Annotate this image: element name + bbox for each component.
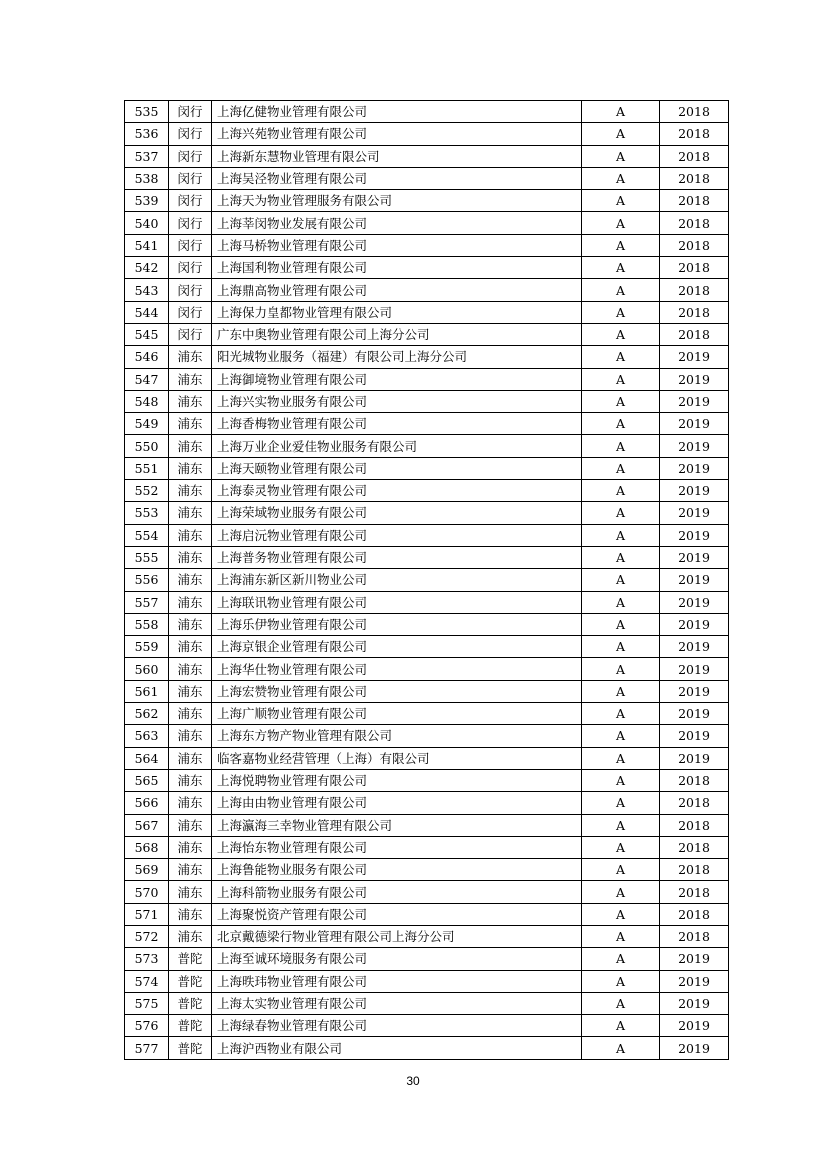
company-name-cell: 上海联讯物业管理有限公司 — [212, 591, 582, 613]
district-cell: 闵行 — [169, 145, 212, 167]
year-cell: 2019 — [660, 992, 729, 1014]
company-name-cell: 上海宏赞物业管理有限公司 — [212, 680, 582, 702]
company-name-cell: 上海普务物业管理有限公司 — [212, 546, 582, 568]
row-number-cell: 546 — [125, 346, 169, 368]
table-row — [125, 725, 729, 747]
table-row — [125, 769, 729, 791]
table-row — [125, 390, 729, 412]
year-cell: 2018 — [660, 769, 729, 791]
company-name-cell: 上海鲁能物业服务有限公司 — [212, 859, 582, 881]
grade-cell: A — [582, 101, 660, 123]
table-row — [125, 703, 729, 725]
table-row — [125, 1037, 729, 1059]
district-cell: 浦东 — [169, 836, 212, 858]
district-cell: 闵行 — [169, 257, 212, 279]
grade-cell: A — [582, 190, 660, 212]
row-number-cell: 539 — [125, 190, 169, 212]
row-number-cell: 568 — [125, 836, 169, 858]
row-number-cell: 550 — [125, 435, 169, 457]
company-name-cell: 上海莘闵物业发展有限公司 — [212, 212, 582, 234]
year-cell: 2019 — [660, 1015, 729, 1037]
table-row — [125, 301, 729, 323]
grade-cell: A — [582, 792, 660, 814]
grade-cell: A — [582, 167, 660, 189]
year-cell: 2018 — [660, 323, 729, 345]
table-row — [125, 992, 729, 1014]
company-name-cell: 上海启沅物业管理有限公司 — [212, 524, 582, 546]
year-cell: 2018 — [660, 101, 729, 123]
grade-cell: A — [582, 925, 660, 947]
row-number-cell: 542 — [125, 257, 169, 279]
company-name-cell: 上海广顺物业管理有限公司 — [212, 703, 582, 725]
district-cell: 浦东 — [169, 792, 212, 814]
district-cell: 浦东 — [169, 435, 212, 457]
company-name-cell: 上海华仕物业管理有限公司 — [212, 658, 582, 680]
row-number-cell: 562 — [125, 703, 169, 725]
grade-cell: A — [582, 234, 660, 256]
year-cell: 2019 — [660, 524, 729, 546]
row-number-cell: 551 — [125, 457, 169, 479]
year-cell: 2019 — [660, 435, 729, 457]
table-row — [125, 435, 729, 457]
grade-cell: A — [582, 725, 660, 747]
company-name-cell: 上海浦东新区新川物业公司 — [212, 569, 582, 591]
grade-cell: A — [582, 1037, 660, 1059]
table-row — [125, 457, 729, 479]
table-row — [125, 903, 729, 925]
company-name-cell: 上海怡东物业管理有限公司 — [212, 836, 582, 858]
district-cell: 普陀 — [169, 1037, 212, 1059]
row-number-cell: 555 — [125, 546, 169, 568]
page-number: 30 — [406, 1074, 420, 1088]
grade-cell: A — [582, 279, 660, 301]
year-cell: 2019 — [660, 346, 729, 368]
row-number-cell: 574 — [125, 970, 169, 992]
table-row — [125, 480, 729, 502]
row-number-cell: 572 — [125, 925, 169, 947]
district-cell: 浦东 — [169, 591, 212, 613]
row-number-cell: 544 — [125, 301, 169, 323]
table-row — [125, 257, 729, 279]
row-number-cell: 566 — [125, 792, 169, 814]
grade-cell: A — [582, 123, 660, 145]
grade-cell: A — [582, 257, 660, 279]
year-cell: 2019 — [660, 725, 729, 747]
row-number-cell: 564 — [125, 747, 169, 769]
year-cell: 2018 — [660, 279, 729, 301]
row-number-cell: 556 — [125, 569, 169, 591]
company-name-cell: 上海兴苑物业管理有限公司 — [212, 123, 582, 145]
table-row — [125, 212, 729, 234]
grade-cell: A — [582, 546, 660, 568]
district-cell: 闵行 — [169, 323, 212, 345]
company-name-cell: 上海东方物产物业管理有限公司 — [212, 725, 582, 747]
year-cell: 2019 — [660, 546, 729, 568]
table-row — [125, 925, 729, 947]
grade-cell: A — [582, 368, 660, 390]
district-cell: 浦东 — [169, 703, 212, 725]
district-cell: 浦东 — [169, 480, 212, 502]
year-cell: 2018 — [660, 234, 729, 256]
row-number-cell: 570 — [125, 881, 169, 903]
grade-cell: A — [582, 524, 660, 546]
district-cell: 浦东 — [169, 725, 212, 747]
row-number-cell: 538 — [125, 167, 169, 189]
year-cell: 2019 — [660, 569, 729, 591]
district-cell: 闵行 — [169, 123, 212, 145]
district-cell: 浦东 — [169, 413, 212, 435]
row-number-cell: 576 — [125, 1015, 169, 1037]
year-cell: 2019 — [660, 636, 729, 658]
table-row — [125, 101, 729, 123]
row-number-cell: 560 — [125, 658, 169, 680]
grade-cell: A — [582, 970, 660, 992]
table-row — [125, 836, 729, 858]
company-name-cell: 广东中奥物业管理有限公司上海分公司 — [212, 323, 582, 345]
grade-cell: A — [582, 859, 660, 881]
district-cell: 闵行 — [169, 279, 212, 301]
district-cell: 闵行 — [169, 101, 212, 123]
table-row — [125, 970, 729, 992]
year-cell: 2019 — [660, 413, 729, 435]
company-name-cell: 上海御境物业管理有限公司 — [212, 368, 582, 390]
company-name-cell: 上海至诚环境服务有限公司 — [212, 948, 582, 970]
table-body — [125, 101, 729, 1060]
year-cell: 2018 — [660, 190, 729, 212]
table-row — [125, 234, 729, 256]
year-cell: 2019 — [660, 680, 729, 702]
table-row — [125, 346, 729, 368]
row-number-cell: 577 — [125, 1037, 169, 1059]
year-cell: 2018 — [660, 257, 729, 279]
district-cell: 浦东 — [169, 903, 212, 925]
company-name-cell: 上海天为物业管理服务有限公司 — [212, 190, 582, 212]
company-name-cell: 上海天颐物业管理有限公司 — [212, 457, 582, 479]
company-name-cell: 上海悦聘物业管理有限公司 — [212, 769, 582, 791]
year-cell: 2019 — [660, 390, 729, 412]
table-row — [125, 613, 729, 635]
row-number-cell: 554 — [125, 524, 169, 546]
district-cell: 浦东 — [169, 658, 212, 680]
company-name-cell: 上海万业企业爱佳物业服务有限公司 — [212, 435, 582, 457]
company-name-cell: 上海香梅物业管理有限公司 — [212, 413, 582, 435]
district-cell: 浦东 — [169, 613, 212, 635]
year-cell: 2019 — [660, 747, 729, 769]
table-row — [125, 524, 729, 546]
year-cell: 2019 — [660, 613, 729, 635]
district-cell: 浦东 — [169, 390, 212, 412]
company-name-cell: 上海吴泾物业管理有限公司 — [212, 167, 582, 189]
table-row — [125, 881, 729, 903]
company-name-cell: 上海由由物业管理有限公司 — [212, 792, 582, 814]
row-number-cell: 575 — [125, 992, 169, 1014]
grade-cell: A — [582, 903, 660, 925]
row-number-cell: 569 — [125, 859, 169, 881]
year-cell: 2018 — [660, 792, 729, 814]
row-number-cell: 563 — [125, 725, 169, 747]
table-row — [125, 680, 729, 702]
district-cell: 浦东 — [169, 546, 212, 568]
district-cell: 普陀 — [169, 992, 212, 1014]
grade-cell: A — [582, 145, 660, 167]
company-name-cell: 上海泰灵物业管理有限公司 — [212, 480, 582, 502]
year-cell: 2019 — [660, 368, 729, 390]
row-number-cell: 573 — [125, 948, 169, 970]
district-cell: 浦东 — [169, 346, 212, 368]
grade-cell: A — [582, 703, 660, 725]
grade-cell: A — [582, 502, 660, 524]
grade-cell: A — [582, 323, 660, 345]
grade-cell: A — [582, 1015, 660, 1037]
row-number-cell: 537 — [125, 145, 169, 167]
table-row — [125, 546, 729, 568]
row-number-cell: 558 — [125, 613, 169, 635]
district-cell: 浦东 — [169, 859, 212, 881]
year-cell: 2018 — [660, 836, 729, 858]
company-name-cell: 临客嘉物业经营管理（上海）有限公司 — [212, 747, 582, 769]
year-cell: 2018 — [660, 925, 729, 947]
year-cell: 2019 — [660, 970, 729, 992]
company-name-cell: 上海马桥物业管理有限公司 — [212, 234, 582, 256]
year-cell: 2019 — [660, 591, 729, 613]
table-row — [125, 323, 729, 345]
company-name-cell: 上海昳玮物业管理有限公司 — [212, 970, 582, 992]
district-cell: 浦东 — [169, 747, 212, 769]
district-cell: 闵行 — [169, 212, 212, 234]
district-cell: 浦东 — [169, 569, 212, 591]
table-row — [125, 591, 729, 613]
grade-cell: A — [582, 435, 660, 457]
grade-cell: A — [582, 680, 660, 702]
company-name-cell: 阳光城物业服务（福建）有限公司上海分公司 — [212, 346, 582, 368]
row-number-cell: 547 — [125, 368, 169, 390]
row-number-cell: 557 — [125, 591, 169, 613]
year-cell: 2019 — [660, 658, 729, 680]
company-name-cell: 上海聚悦资产管理有限公司 — [212, 903, 582, 925]
district-cell: 浦东 — [169, 368, 212, 390]
year-cell: 2018 — [660, 123, 729, 145]
year-cell: 2018 — [660, 167, 729, 189]
grade-cell: A — [582, 881, 660, 903]
row-number-cell: 567 — [125, 814, 169, 836]
company-name-cell: 上海太实物业管理有限公司 — [212, 992, 582, 1014]
district-cell: 普陀 — [169, 948, 212, 970]
district-cell: 浦东 — [169, 680, 212, 702]
district-cell: 闵行 — [169, 301, 212, 323]
grade-cell: A — [582, 613, 660, 635]
table-row — [125, 167, 729, 189]
year-cell: 2018 — [660, 301, 729, 323]
table-row — [125, 814, 729, 836]
company-name-cell: 上海沪西物业有限公司 — [212, 1037, 582, 1059]
year-cell: 2019 — [660, 480, 729, 502]
table-row — [125, 1015, 729, 1037]
row-number-cell: 549 — [125, 413, 169, 435]
property-company-table — [124, 100, 729, 1060]
year-cell: 2018 — [660, 145, 729, 167]
district-cell: 普陀 — [169, 970, 212, 992]
row-number-cell: 540 — [125, 212, 169, 234]
row-number-cell: 553 — [125, 502, 169, 524]
row-number-cell: 559 — [125, 636, 169, 658]
grade-cell: A — [582, 948, 660, 970]
company-name-cell: 上海荣域物业服务有限公司 — [212, 502, 582, 524]
company-name-cell: 上海保力皇都物业管理有限公司 — [212, 301, 582, 323]
year-cell: 2018 — [660, 881, 729, 903]
row-number-cell: 561 — [125, 680, 169, 702]
year-cell: 2019 — [660, 502, 729, 524]
year-cell: 2018 — [660, 814, 729, 836]
grade-cell: A — [582, 836, 660, 858]
district-cell: 浦东 — [169, 814, 212, 836]
grade-cell: A — [582, 457, 660, 479]
row-number-cell: 536 — [125, 123, 169, 145]
district-cell: 浦东 — [169, 502, 212, 524]
company-name-cell: 上海亿健物业管理有限公司 — [212, 101, 582, 123]
grade-cell: A — [582, 591, 660, 613]
table-row — [125, 792, 729, 814]
table-row — [125, 123, 729, 145]
table-row — [125, 859, 729, 881]
company-name-cell: 上海国利物业管理有限公司 — [212, 257, 582, 279]
table-row — [125, 502, 729, 524]
row-number-cell: 541 — [125, 234, 169, 256]
table-row — [125, 658, 729, 680]
district-cell: 浦东 — [169, 457, 212, 479]
company-name-cell: 上海鼎高物业管理有限公司 — [212, 279, 582, 301]
row-number-cell: 545 — [125, 323, 169, 345]
company-name-cell: 上海科箭物业服务有限公司 — [212, 881, 582, 903]
company-name-cell: 上海乐伊物业管理有限公司 — [212, 613, 582, 635]
year-cell: 2018 — [660, 903, 729, 925]
table-row — [125, 569, 729, 591]
district-cell: 浦东 — [169, 925, 212, 947]
year-cell: 2018 — [660, 859, 729, 881]
company-name-cell: 上海瀛海三幸物业管理有限公司 — [212, 814, 582, 836]
grade-cell: A — [582, 346, 660, 368]
year-cell: 2019 — [660, 1037, 729, 1059]
row-number-cell: 535 — [125, 101, 169, 123]
grade-cell: A — [582, 658, 660, 680]
grade-cell: A — [582, 390, 660, 412]
row-number-cell: 571 — [125, 903, 169, 925]
district-cell: 浦东 — [169, 524, 212, 546]
district-cell: 普陀 — [169, 1015, 212, 1037]
company-name-cell: 上海兴实物业服务有限公司 — [212, 390, 582, 412]
row-number-cell: 543 — [125, 279, 169, 301]
grade-cell: A — [582, 413, 660, 435]
grade-cell: A — [582, 569, 660, 591]
grade-cell: A — [582, 480, 660, 502]
grade-cell: A — [582, 992, 660, 1014]
table-row — [125, 948, 729, 970]
year-cell: 2019 — [660, 703, 729, 725]
table-row — [125, 190, 729, 212]
year-cell: 2018 — [660, 212, 729, 234]
grade-cell: A — [582, 212, 660, 234]
row-number-cell: 565 — [125, 769, 169, 791]
district-cell: 浦东 — [169, 881, 212, 903]
row-number-cell: 552 — [125, 480, 169, 502]
grade-cell: A — [582, 301, 660, 323]
company-name-cell: 上海新东慧物业管理有限公司 — [212, 145, 582, 167]
table-row — [125, 145, 729, 167]
company-name-cell: 上海绿春物业管理有限公司 — [212, 1015, 582, 1037]
row-number-cell: 548 — [125, 390, 169, 412]
grade-cell: A — [582, 747, 660, 769]
year-cell: 2019 — [660, 948, 729, 970]
company-name-cell: 上海京银企业管理有限公司 — [212, 636, 582, 658]
table-row — [125, 368, 729, 390]
district-cell: 闵行 — [169, 190, 212, 212]
district-cell: 闵行 — [169, 234, 212, 256]
year-cell: 2019 — [660, 457, 729, 479]
table-row — [125, 747, 729, 769]
table-row — [125, 279, 729, 301]
table-row — [125, 413, 729, 435]
grade-cell: A — [582, 769, 660, 791]
grade-cell: A — [582, 814, 660, 836]
grade-cell: A — [582, 636, 660, 658]
district-cell: 闵行 — [169, 167, 212, 189]
district-cell: 浦东 — [169, 769, 212, 791]
company-name-cell: 北京戴德梁行物业管理有限公司上海分公司 — [212, 925, 582, 947]
table-row — [125, 636, 729, 658]
district-cell: 浦东 — [169, 636, 212, 658]
